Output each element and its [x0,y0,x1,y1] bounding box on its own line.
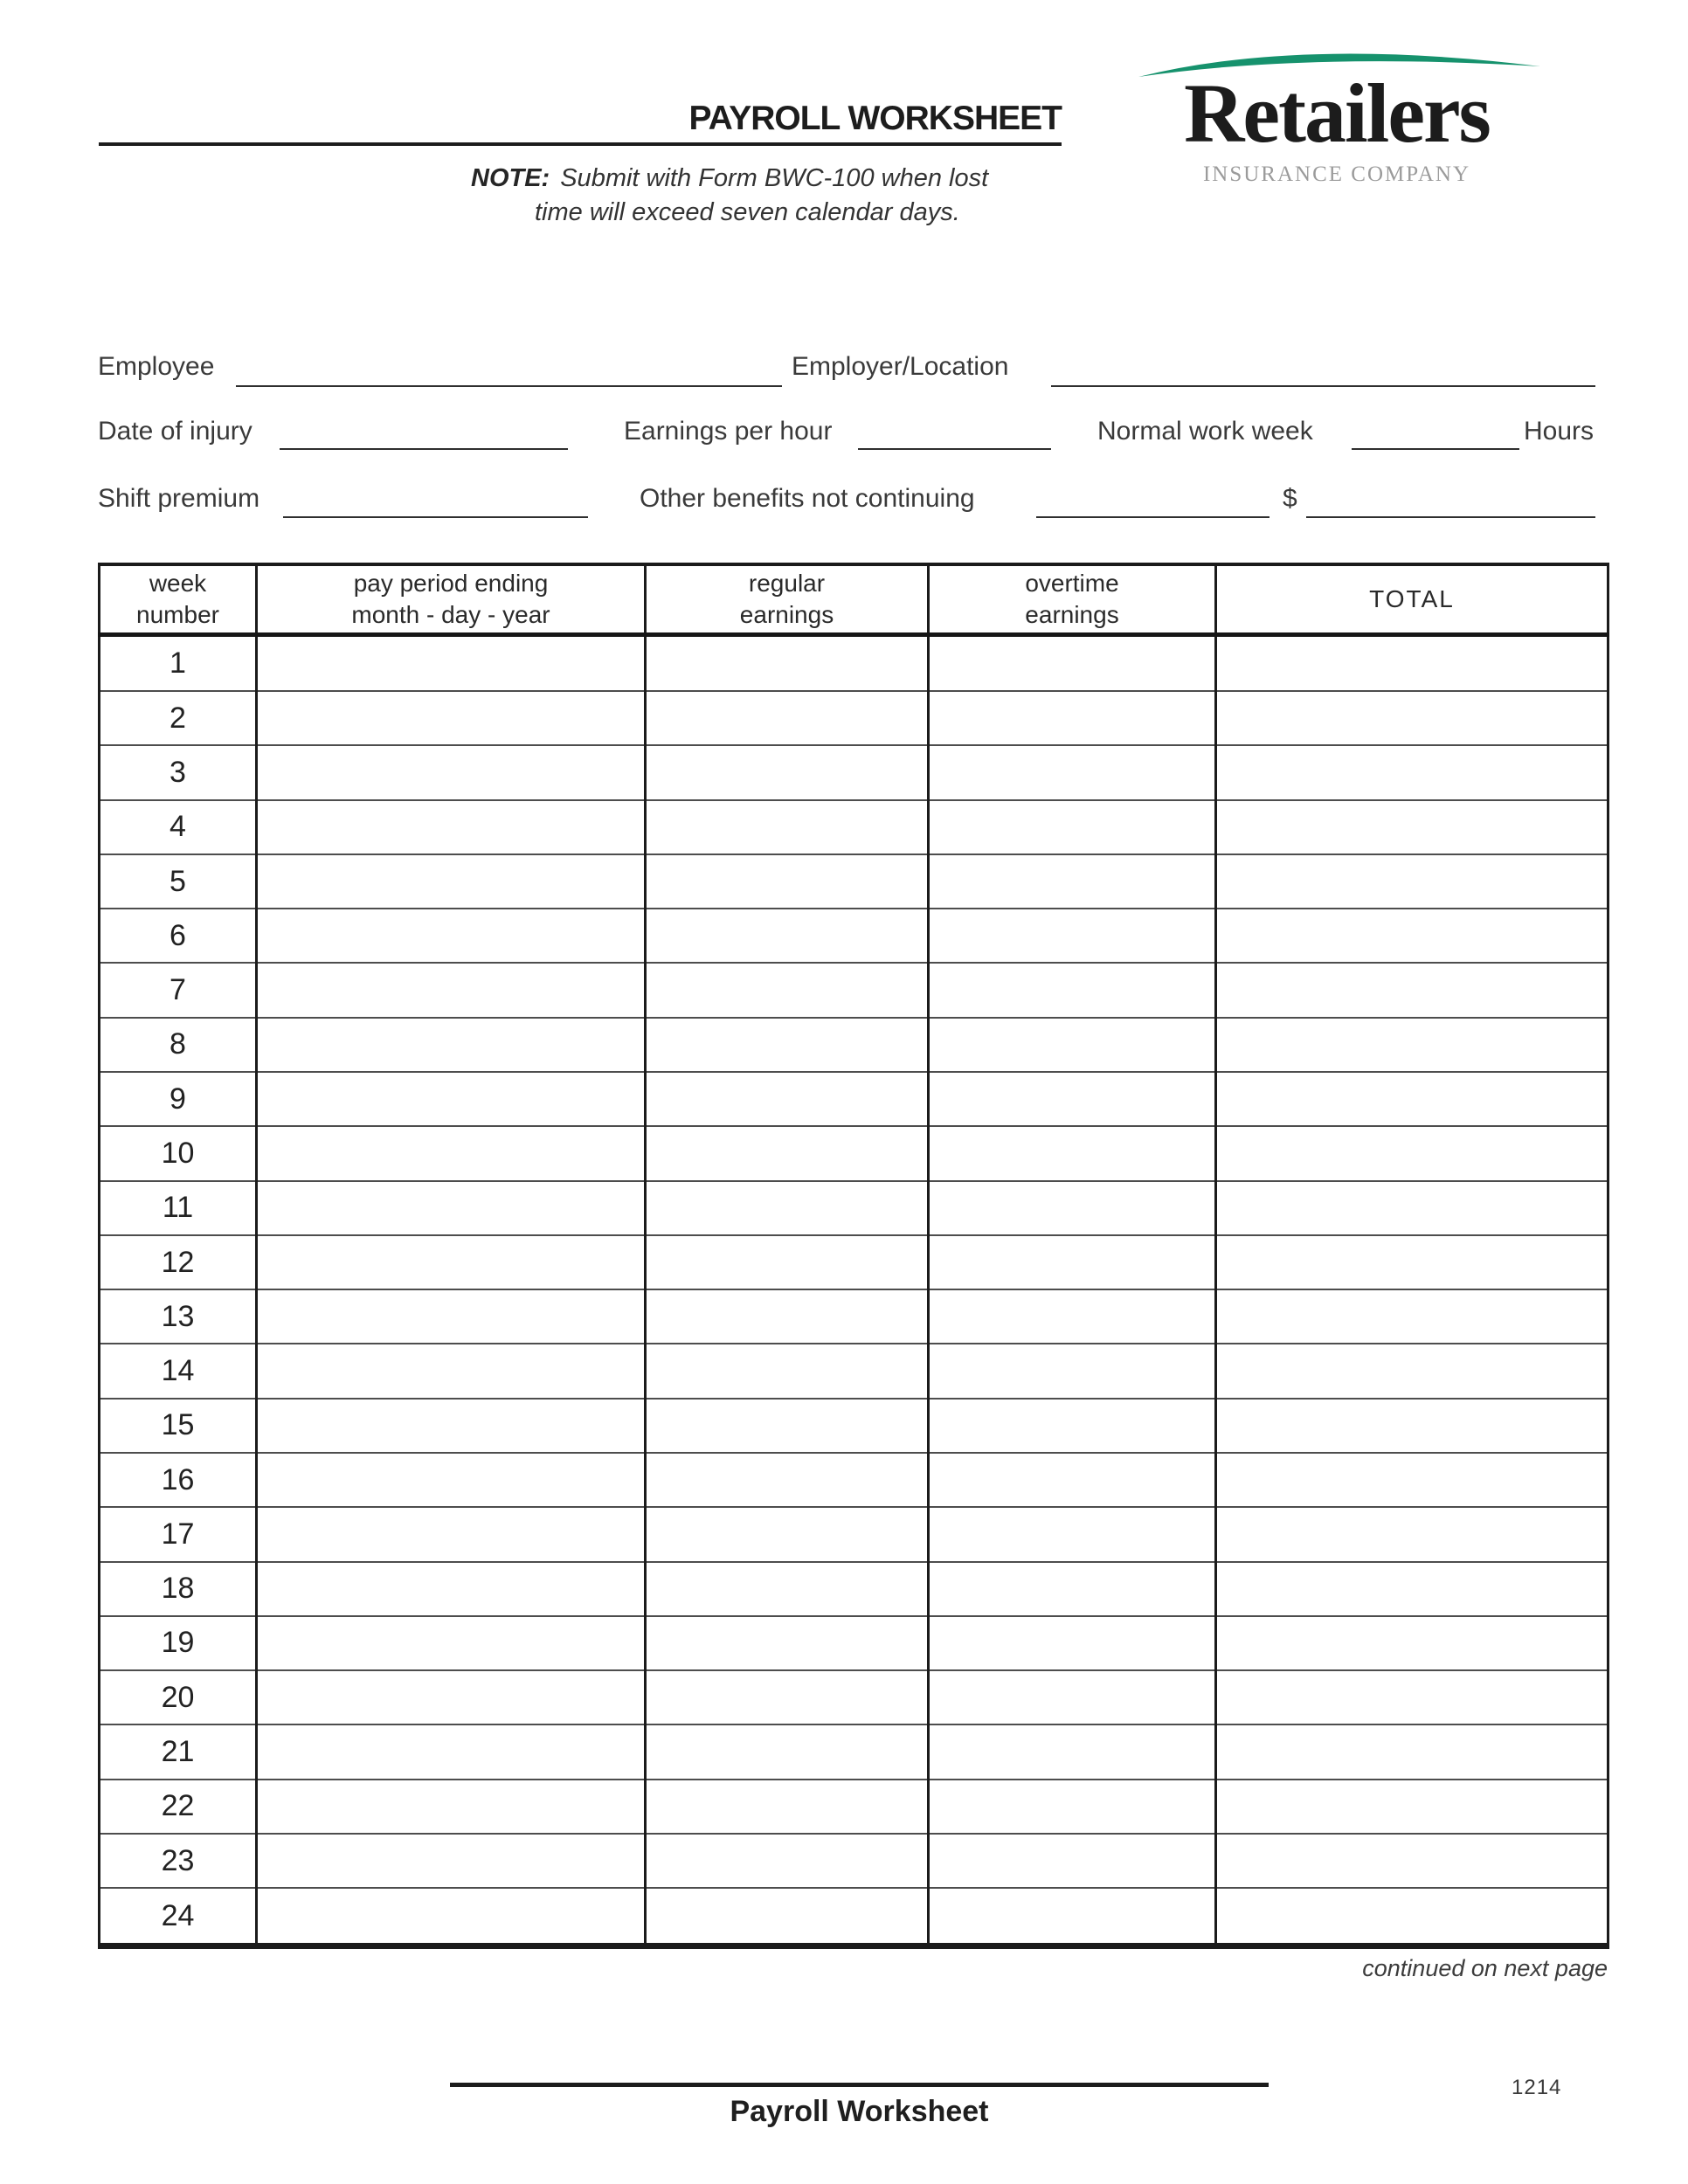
cell-regular-earnings[interactable] [646,1616,929,1670]
cell-regular-earnings[interactable] [646,745,929,799]
week-number: 23 [100,1834,257,1888]
cell-pay-period-ending[interactable] [257,963,646,1017]
week-number: 11 [100,1181,257,1235]
shift-premium-label: Shift premium [98,484,260,513]
dollar-amount-input-line[interactable] [1306,516,1595,518]
week-number: 8 [100,1018,257,1072]
cell-pay-period-ending[interactable] [257,1344,646,1398]
week-number: 22 [100,1780,257,1834]
cell-pay-period-ending[interactable] [257,1399,646,1453]
page-title: PAYROLL WORKSHEET [688,100,1062,137]
table-row [100,1453,1608,1507]
cell-pay-period-ending[interactable] [257,1724,646,1779]
cell-pay-period-ending[interactable] [257,1562,646,1616]
cell-pay-period-ending[interactable] [257,1453,646,1507]
cell-pay-period-ending[interactable] [257,1616,646,1670]
header-week-number: week number [100,564,257,635]
table-row [100,1289,1608,1344]
table-row [100,963,1608,1017]
cell-overtime-earnings[interactable] [929,1235,1216,1289]
table-row [100,1670,1608,1724]
cell-pay-period-ending[interactable] [257,1235,646,1289]
form-number: 1214 [1512,2076,1562,2099]
cell-total[interactable] [1216,1670,1608,1724]
dollar-sign-label: $ [1283,484,1297,513]
table-row [100,1616,1608,1670]
table-row [100,1507,1608,1561]
cell-overtime-earnings[interactable] [929,909,1216,963]
cell-overtime-earnings[interactable] [929,1780,1216,1834]
cell-overtime-earnings[interactable] [929,1888,1216,1946]
cell-regular-earnings[interactable] [646,1780,929,1834]
cell-overtime-earnings[interactable] [929,963,1216,1017]
cell-total[interactable] [1216,1780,1608,1834]
cell-regular-earnings[interactable] [646,909,929,963]
cell-overtime-earnings[interactable] [929,1344,1216,1398]
cell-overtime-earnings[interactable] [929,1834,1216,1888]
week-number: 7 [100,963,257,1017]
cell-total[interactable] [1216,745,1608,799]
cell-pay-period-ending[interactable] [257,1670,646,1724]
employee-label: Employee [98,352,215,381]
cell-total[interactable] [1216,1072,1608,1126]
table-row [100,909,1608,963]
shift-premium-input-line[interactable] [283,516,588,518]
week-number: 13 [100,1289,257,1344]
cell-overtime-earnings[interactable] [929,1181,1216,1235]
week-number: 14 [100,1344,257,1398]
cell-regular-earnings[interactable] [646,1562,929,1616]
cell-total[interactable] [1216,1018,1608,1072]
cell-overtime-earnings[interactable] [929,635,1216,692]
cell-total[interactable] [1216,1507,1608,1561]
cell-total[interactable] [1216,800,1608,854]
table-header [100,564,1608,635]
cell-regular-earnings[interactable] [646,1834,929,1888]
table-row [100,1072,1608,1126]
table-row [100,1834,1608,1888]
employer-location-label: Employer/Location [792,352,1009,381]
table-body [100,635,1608,1946]
cell-regular-earnings[interactable] [646,1888,929,1946]
week-number: 1 [100,635,257,692]
cell-regular-earnings[interactable] [646,1344,929,1398]
cell-regular-earnings[interactable] [646,1399,929,1453]
week-number: 21 [100,1724,257,1779]
hours-label: Hours [1524,417,1595,446]
employer-location-input-line[interactable] [1051,385,1595,387]
week-number: 18 [100,1562,257,1616]
cell-regular-earnings[interactable] [646,1235,929,1289]
cell-overtime-earnings[interactable] [929,854,1216,909]
cell-pay-period-ending[interactable] [257,800,646,854]
table-row [100,1888,1608,1946]
cell-regular-earnings[interactable] [646,963,929,1017]
table-row [100,691,1608,745]
cell-pay-period-ending[interactable] [257,1072,646,1126]
cell-pay-period-ending[interactable] [257,1780,646,1834]
header-total: TOTAL [1216,564,1608,635]
employee-input-line[interactable] [236,385,782,387]
payroll-table [98,563,1609,1949]
normal-work-week-label: Normal work week [1097,417,1313,446]
cell-total[interactable] [1216,854,1608,909]
week-number: 10 [100,1126,257,1180]
week-number: 24 [100,1888,257,1946]
table-row [100,1344,1608,1398]
cell-overtime-earnings[interactable] [929,1507,1216,1561]
note-text-line1 [471,164,988,193]
cell-total[interactable] [1216,1888,1608,1946]
cell-pay-period-ending[interactable] [257,1888,646,1946]
header-regular-earnings: regular earnings [646,564,929,635]
table-row [100,1018,1608,1072]
cell-pay-period-ending[interactable] [257,1181,646,1235]
week-number: 20 [100,1670,257,1724]
continued-note: continued on next page [1362,1955,1608,1981]
cell-total[interactable] [1216,1235,1608,1289]
table-row [100,1126,1608,1180]
logo-company-name: Retailers [1184,66,1490,160]
table-row [100,854,1608,909]
cell-regular-earnings[interactable] [646,1289,929,1344]
cell-overtime-earnings[interactable] [929,1018,1216,1072]
cell-pay-period-ending[interactable] [257,1834,646,1888]
week-number: 12 [100,1235,257,1289]
table-row [100,1235,1608,1289]
cell-pay-period-ending[interactable] [257,1289,646,1344]
header-pay-period-ending: pay period ending month - day - year [257,564,646,635]
earnings-per-hour-input-line[interactable] [858,448,1051,450]
header-overtime-earnings: overtime earnings [929,564,1216,635]
cell-pay-period-ending[interactable] [257,745,646,799]
cell-total[interactable] [1216,1399,1608,1453]
week-number: 17 [100,1507,257,1561]
cell-regular-earnings[interactable] [646,1181,929,1235]
earnings-per-hour-label: Earnings per hour [624,417,833,446]
cell-total[interactable] [1216,1562,1608,1616]
cell-total[interactable] [1216,1834,1608,1888]
cell-overtime-earnings[interactable] [929,691,1216,745]
title-rule [99,142,1062,146]
cell-overtime-earnings[interactable] [929,800,1216,854]
normal-work-week-input-line[interactable] [1352,448,1519,450]
cell-overtime-earnings[interactable] [929,1616,1216,1670]
cell-overtime-earnings[interactable] [929,1399,1216,1453]
cell-overtime-earnings[interactable] [929,1289,1216,1344]
cell-total[interactable] [1216,909,1608,963]
cell-total[interactable] [1216,1724,1608,1779]
other-benefits-input-line[interactable] [1036,516,1269,518]
cell-total[interactable] [1216,1344,1608,1398]
note-text-line2: time will exceed seven calendar days. [535,198,960,226]
cell-overtime-earnings[interactable] [929,1670,1216,1724]
week-number: 3 [100,745,257,799]
cell-total[interactable] [1216,963,1608,1017]
cell-regular-earnings[interactable] [646,1507,929,1561]
table-row [100,635,1608,692]
table-row [100,1724,1608,1779]
cell-overtime-earnings[interactable] [929,1453,1216,1507]
footer-rule [450,2083,1269,2087]
cell-regular-earnings[interactable] [646,1126,929,1180]
cell-regular-earnings[interactable] [646,635,929,692]
cell-overtime-earnings[interactable] [929,1072,1216,1126]
cell-regular-earnings[interactable] [646,1018,929,1072]
date-of-injury-label: Date of injury [98,417,253,446]
cell-regular-earnings[interactable] [646,1072,929,1126]
cell-total[interactable] [1216,1126,1608,1180]
cell-pay-period-ending[interactable] [257,909,646,963]
cell-overtime-earnings[interactable] [929,1126,1216,1180]
footer-title: Payroll Worksheet [730,2095,989,2128]
cell-pay-period-ending[interactable] [257,635,646,692]
week-number: 6 [100,909,257,963]
cell-overtime-earnings[interactable] [929,1562,1216,1616]
cell-pay-period-ending[interactable] [257,854,646,909]
cell-regular-earnings[interactable] [646,854,929,909]
week-number: 4 [100,800,257,854]
cell-total[interactable] [1216,691,1608,745]
cell-pay-period-ending[interactable] [257,1018,646,1072]
cell-pay-period-ending[interactable] [257,1126,646,1180]
cell-regular-earnings[interactable] [646,800,929,854]
cell-regular-earnings[interactable] [646,1670,929,1724]
cell-overtime-earnings[interactable] [929,1724,1216,1779]
cell-regular-earnings[interactable] [646,691,929,745]
week-number: 16 [100,1453,257,1507]
cell-pay-period-ending[interactable] [257,1507,646,1561]
note-line1-text: Submit with Form BWC-100 when lost [560,164,989,192]
cell-total[interactable] [1216,1289,1608,1344]
table-row [100,745,1608,799]
cell-total[interactable] [1216,635,1608,692]
week-number: 15 [100,1399,257,1453]
table-row [100,1181,1608,1235]
logo-company-subtitle: INSURANCE COMPANY [1202,162,1471,186]
table-row [100,1780,1608,1834]
cell-total[interactable] [1216,1181,1608,1235]
cell-total[interactable] [1216,1616,1608,1670]
week-number: 9 [100,1072,257,1126]
table-row [100,1562,1608,1616]
cell-regular-earnings[interactable] [646,1724,929,1779]
cell-pay-period-ending[interactable] [257,691,646,745]
table-row [100,1399,1608,1453]
cell-overtime-earnings[interactable] [929,745,1216,799]
cell-total[interactable] [1216,1453,1608,1507]
note-label: NOTE: [471,164,550,192]
cell-regular-earnings[interactable] [646,1453,929,1507]
other-benefits-label: Other benefits not continuing [640,484,975,513]
week-number: 19 [100,1616,257,1670]
week-number: 2 [100,691,257,745]
week-number: 5 [100,854,257,909]
date-of-injury-input-line[interactable] [280,448,568,450]
table-row [100,800,1608,854]
